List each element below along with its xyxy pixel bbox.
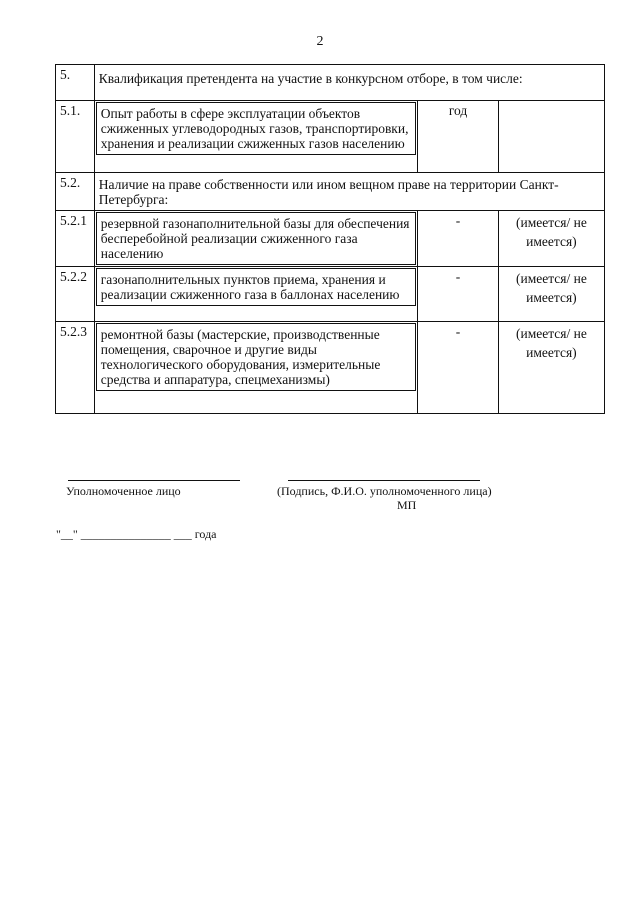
row-value: (имеется/ не имеется)	[498, 267, 604, 322]
row-description-text: газонаполнительных пунктов приема, хранения и реализации сжиженного газа в баллонах населению	[96, 268, 416, 306]
row-description	[94, 322, 417, 414]
table-row	[56, 211, 605, 267]
qualification-table	[55, 64, 605, 414]
table-row	[56, 267, 605, 322]
row-value: (имеется/ не имеется)	[498, 322, 604, 414]
row-value: (имеется/ не имеется)	[498, 211, 604, 267]
row-unit: -	[418, 322, 499, 414]
row-number: 5.2.1	[56, 211, 95, 267]
signature-caption: (Подпись, Ф.И.О. уполномоченного лица)	[277, 484, 492, 498]
row-number: 5.2.	[56, 173, 95, 211]
date-line: "__" _______________ ___ года	[56, 527, 217, 541]
row-description	[94, 211, 417, 267]
row-description: Наличие на праве собственности или ином вещном праве на территории Санкт-Петербурга:	[94, 173, 604, 211]
table-row	[56, 65, 605, 101]
table-row	[56, 101, 605, 173]
row-unit: год	[418, 101, 499, 173]
signature-line	[288, 480, 480, 481]
row-description-text: ремонтной базы (мастерские, производственные помещения, сварочное и другие виды технологического оборудования, измерительные средства и аппаратура, спецмеханизмы)	[96, 323, 416, 391]
table-row	[56, 322, 605, 414]
page-number: 2	[316, 34, 324, 49]
row-number: 5.	[56, 65, 95, 101]
row-unit: -	[418, 267, 499, 322]
row-value	[498, 101, 604, 173]
authorized-person-line	[68, 480, 240, 481]
row-number: 5.1.	[56, 101, 95, 173]
row-description-text: резервной газонаполнительной базы для обеспечения бесперебойной реализации сжиженного газа населению	[96, 212, 416, 265]
row-unit: -	[418, 211, 499, 267]
row-description	[94, 267, 417, 322]
row-description	[94, 101, 417, 173]
authorized-person-caption: Уполномоченное лицо	[66, 484, 181, 498]
row-number: 5.2.3	[56, 322, 95, 414]
stamp-label: МП	[397, 498, 417, 512]
row-description: Квалификация претендента на участие в конкурсном отборе, в том числе:	[94, 65, 604, 101]
row-number: 5.2.2	[56, 267, 95, 322]
table-row	[56, 173, 605, 211]
row-description-text: Опыт работы в сфере эксплуатации объектов сжиженных углеводородных газов, транспортировки, хранения и реализации сжиженных газов населению	[96, 102, 416, 155]
